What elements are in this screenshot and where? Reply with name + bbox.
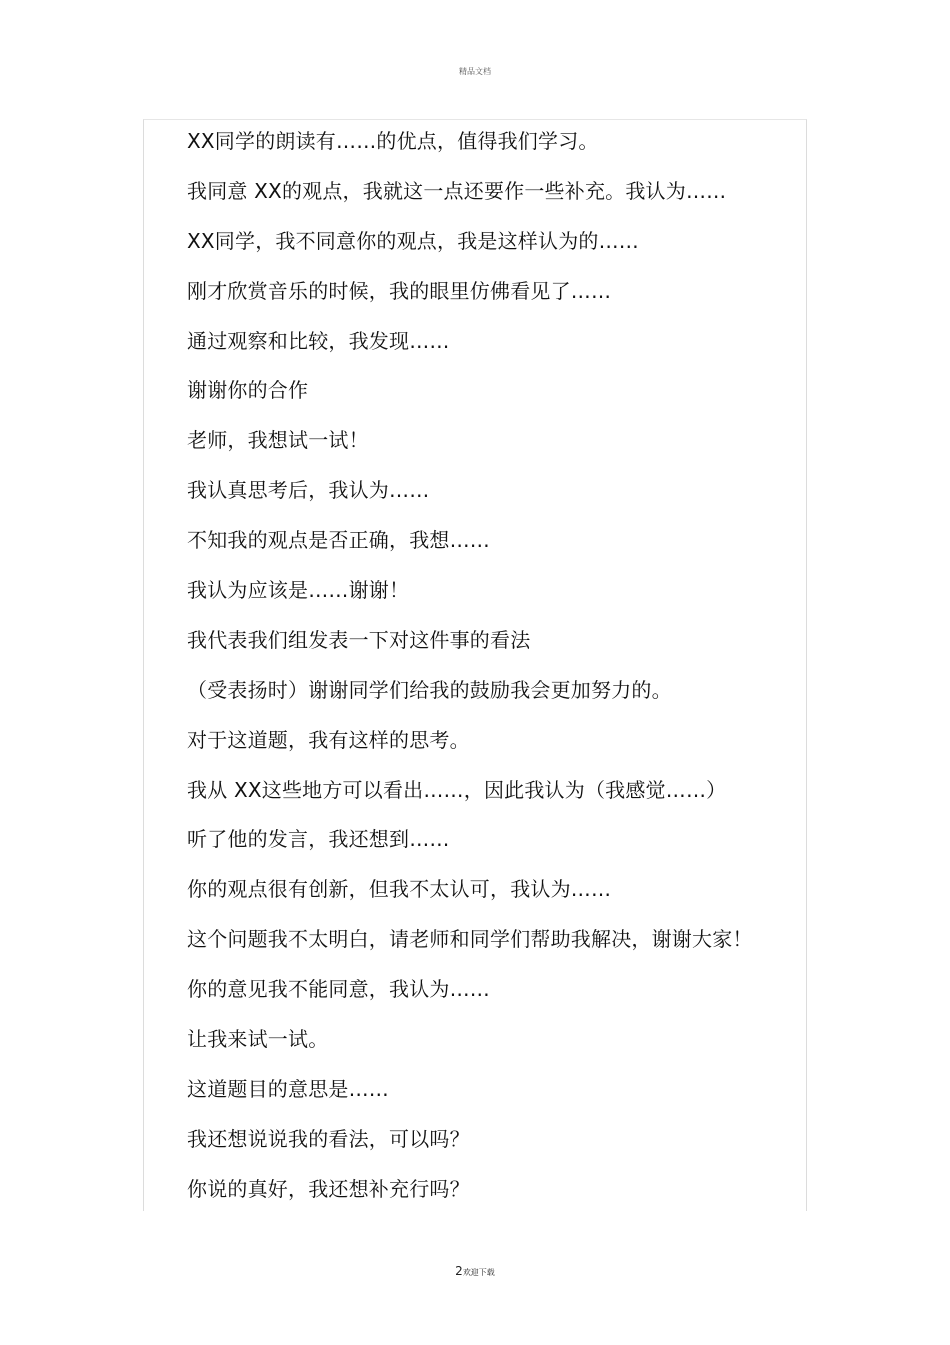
- phrase-line: 谢谢你的合作: [187, 378, 309, 403]
- phrase-line: 对于这道题，我有这样的思考。: [187, 727, 470, 752]
- phrase-line: 老师，我想试一试！: [187, 428, 369, 453]
- footer-text: 欢迎下载: [462, 1268, 495, 1277]
- phrase-line: 你的意见我不能同意，我认为……: [187, 977, 490, 1002]
- phrase-line: 我还想说说我的看法，可以吗？: [187, 1126, 470, 1151]
- page-footer: [0, 1260, 950, 1279]
- phrase-line: 通过观察和比较，我发现……: [187, 328, 450, 353]
- phrase-line: XX同学，我不同意你的观点，我是这样认为的……: [187, 228, 640, 253]
- phrase-line: 不知我的观点是否正确，我想……: [187, 528, 490, 553]
- phrase-line: XX同学的朗读有……的优点，值得我们学习。: [187, 129, 599, 153]
- phrase-line: 这道题目的意思是……: [187, 1076, 389, 1101]
- header-watermark: 精品文档: [459, 67, 491, 76]
- phrase-line: 这个问题我不太明白，请老师和同学们帮助我解决，谢谢大家！: [187, 927, 753, 952]
- phrase-line: 我认为应该是……谢谢！: [187, 578, 410, 603]
- phrase-line: 让我来试一试。: [187, 1027, 329, 1052]
- phrase-line: 刚才欣赏音乐的时候，我的眼里仿佛看见了……: [187, 278, 612, 303]
- phrase-line: 听了他的发言，我还想到……: [187, 827, 450, 852]
- page-number: 2: [455, 1264, 463, 1278]
- phrase-line: （受表扬时）谢谢同学们给我的鼓励我会更加努力的。: [187, 677, 672, 702]
- phrase-list: [187, 125, 787, 1223]
- phrase-line: 你说的真好，我还想补充行吗？: [187, 1176, 470, 1201]
- phrase-line: 我从 XX这些地方可以看出……，因此我认为（我感觉……）: [187, 777, 727, 802]
- phrase-line: 我认真思考后，我认为……: [187, 478, 430, 503]
- phrase-line: 我同意 XX的观点，我就这一点还要作一些补充。我认为……: [187, 178, 727, 203]
- phrase-line: 我代表我们组发表一下对这件事的看法: [187, 627, 531, 652]
- phrase-line: 你的观点很有创新，但我不太认可，我认为……: [187, 877, 612, 902]
